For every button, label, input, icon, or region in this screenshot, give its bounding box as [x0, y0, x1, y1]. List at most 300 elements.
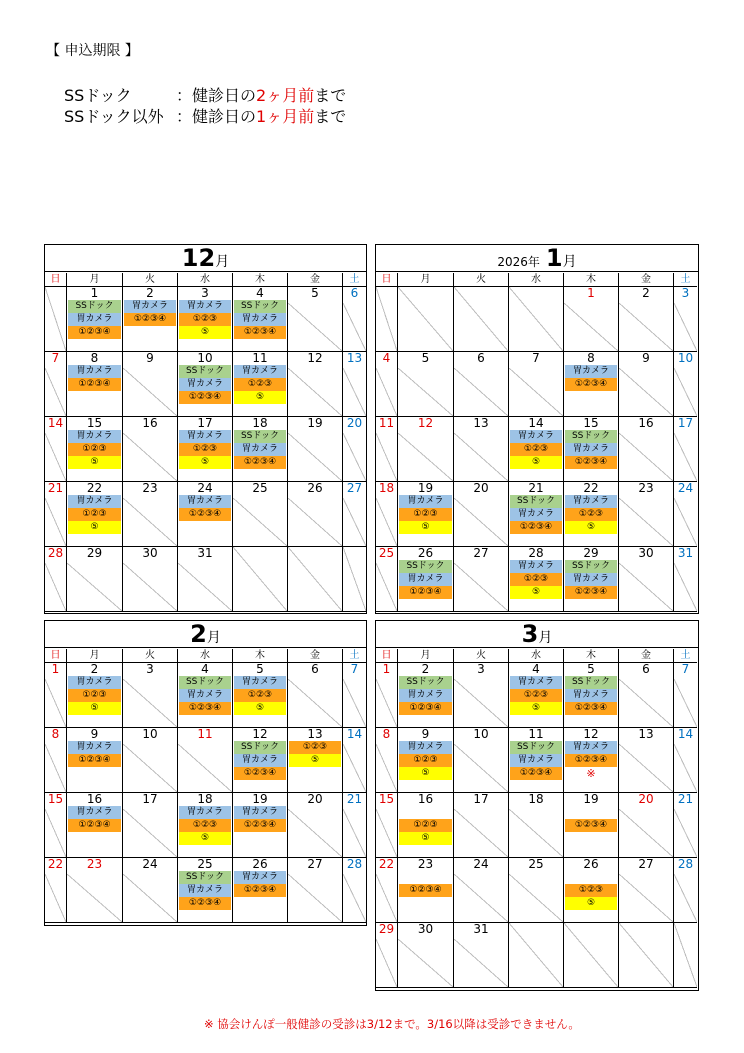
day-number: 22 [583, 482, 599, 495]
day-events [67, 741, 122, 767]
day-events [67, 806, 122, 832]
slot-badge: ①②③ [234, 378, 286, 391]
day-number: 11 [197, 728, 213, 741]
slot-badge: ①②③ [179, 443, 231, 456]
slot-badge: ①②③④ [399, 702, 452, 715]
slot-5-badge: ⑤ [565, 521, 617, 534]
day-number: 25 [378, 547, 395, 560]
slot-5-badge: ⑤ [179, 456, 231, 469]
day-cell [178, 482, 233, 547]
day-events [67, 495, 122, 534]
day-events [233, 430, 287, 469]
weekday-header: 土 [343, 273, 366, 287]
day-events [233, 741, 287, 780]
day-cell [398, 728, 454, 793]
day-cell [619, 417, 674, 482]
weekday-header: 火 [454, 649, 509, 663]
day-cell [288, 287, 343, 352]
day-cell [343, 858, 366, 923]
gastrocamera-badge: 胃カメラ [510, 754, 562, 767]
slot-badge: ①②③④ [234, 326, 286, 339]
day-number: 4 [256, 287, 264, 300]
day-cell [45, 547, 67, 612]
day-number: 6 [642, 663, 650, 676]
day-events [67, 676, 122, 715]
day-number: 24 [473, 858, 489, 871]
day-cell [398, 482, 454, 547]
day-number: 7 [532, 352, 540, 365]
day-number: 1 [587, 287, 595, 300]
month-suffix: 月 [562, 254, 577, 270]
day-cell [509, 728, 564, 793]
day-cell [564, 482, 619, 547]
day-number: 9 [90, 728, 99, 741]
day-number: 28 [528, 547, 544, 560]
day-cell [619, 728, 674, 793]
weekday-header: 火 [123, 273, 178, 287]
footer-note: ※ 協会けんぽ一般健診の受診は3/12まで。3/16以降は受診できません。 [204, 1017, 580, 1031]
blank-cell [509, 923, 564, 988]
weekday-header: 火 [123, 649, 178, 663]
day-cell [343, 287, 366, 352]
blank-cell [674, 923, 697, 988]
slot-5-badge: ⑤ [179, 326, 231, 339]
day-number: 7 [350, 663, 359, 676]
month-header [376, 245, 698, 272]
day-cell [454, 352, 509, 417]
slot-badge: ①②③ [234, 689, 286, 702]
day-number: 20 [346, 417, 363, 430]
gastrocamera-badge: 胃カメラ [510, 508, 562, 521]
day-cell [178, 417, 233, 482]
weekday-header: 木 [564, 649, 619, 663]
day-events [178, 871, 232, 910]
slot-5-badge: ⑤ [399, 832, 452, 845]
slot-5-badge: ⑤ [68, 456, 121, 469]
slot-badge: ①②③ [565, 884, 617, 897]
deadline-prefix: ：健診日の [176, 86, 257, 105]
gastrocamera-badge: 胃カメラ [565, 573, 617, 586]
day-number: 8 [90, 352, 99, 365]
blank-cell [288, 547, 343, 612]
day-number: 26 [417, 547, 434, 560]
deadline-period: 1ヶ月前 [256, 107, 315, 126]
day-cell [376, 352, 398, 417]
gastrocamera-badge: 胃カメラ [234, 676, 286, 689]
day-events [509, 430, 563, 469]
day-cell [233, 482, 288, 547]
spacer [565, 871, 617, 884]
day-number: 23 [638, 482, 654, 495]
slot-badge: ①②③④ [68, 326, 121, 339]
day-cell [67, 547, 123, 612]
day-events [178, 300, 232, 339]
day-cell [288, 793, 343, 858]
slot-badge: ①②③④ [124, 313, 176, 326]
weekday-header: 日 [45, 273, 67, 287]
day-cell [67, 352, 123, 417]
slot-badge: ①②③④ [68, 754, 121, 767]
day-number: 29 [583, 547, 599, 560]
blank-cell [343, 547, 366, 612]
weekday-header: 日 [376, 649, 398, 663]
slot-badge: ①②③④ [565, 586, 617, 599]
day-number: 28 [47, 547, 64, 560]
day-events [178, 676, 232, 715]
gastrocamera-badge: 胃カメラ [68, 365, 121, 378]
ss-dock-badge: SSドック [179, 871, 231, 884]
ss-dock-badge: SSドック [234, 430, 286, 443]
day-cell [509, 547, 564, 612]
day-cell [564, 352, 619, 417]
day-number: 9 [421, 728, 430, 741]
day-cell [343, 417, 366, 482]
month-number: 12 [181, 244, 216, 272]
day-number: 2 [642, 287, 650, 300]
day-cell [343, 793, 366, 858]
weekday-header: 火 [454, 273, 509, 287]
day-cell [45, 793, 67, 858]
weekday-header: 日 [376, 273, 398, 287]
gastrocamera-badge: 胃カメラ [565, 689, 617, 702]
weekday-header: 金 [619, 649, 674, 663]
day-cell [123, 287, 178, 352]
day-cell [376, 482, 398, 547]
day-number: 30 [417, 923, 434, 936]
day-number: 3 [477, 663, 485, 676]
day-cell [564, 417, 619, 482]
day-cell [45, 482, 67, 547]
day-cell [564, 793, 619, 858]
day-cell [398, 793, 454, 858]
weekday-header: 水 [178, 649, 233, 663]
gastrocamera-badge: 胃カメラ [234, 754, 286, 767]
slot-badge: ①②③④ [565, 819, 617, 832]
blank-cell [454, 287, 509, 352]
ss-dock-badge: SSドック [179, 365, 231, 378]
slot-badge: ①②③④ [68, 819, 121, 832]
day-events [509, 741, 563, 780]
day-cell [376, 923, 398, 988]
blank-cell [233, 547, 288, 612]
day-number: 22 [47, 858, 64, 871]
day-number: 28 [677, 858, 694, 871]
gastrocamera-badge: 胃カメラ [234, 443, 286, 456]
day-cell [178, 728, 233, 793]
day-number: 13 [307, 728, 323, 741]
day-events [564, 806, 618, 832]
slot-badge: ①②③ [399, 508, 452, 521]
day-number: 3 [681, 287, 690, 300]
day-cell [509, 858, 564, 923]
day-cell [674, 858, 697, 923]
weekday-header: 水 [178, 273, 233, 287]
weekday-header: 月 [67, 273, 123, 287]
day-events [398, 676, 453, 715]
day-events [564, 430, 618, 469]
day-cell [67, 417, 123, 482]
slot-badge: ①②③④ [234, 819, 286, 832]
day-cell [398, 547, 454, 612]
day-cell [67, 663, 123, 728]
day-cell [67, 287, 123, 352]
day-number: 23 [417, 858, 434, 871]
day-cell [67, 728, 123, 793]
day-cell [123, 728, 178, 793]
day-number: 1 [382, 663, 391, 676]
day-cell [454, 663, 509, 728]
day-number: 4 [382, 352, 391, 365]
day-cell [674, 547, 697, 612]
weekday-header: 木 [564, 273, 619, 287]
day-events [398, 495, 453, 534]
day-number: 10 [473, 728, 489, 741]
slot-badge: ①②③④ [234, 767, 286, 780]
day-events [398, 741, 453, 780]
slot-5-badge: ⑤ [510, 586, 562, 599]
day-events [178, 365, 232, 404]
day-number: 19 [252, 793, 268, 806]
weekday-header: 水 [509, 649, 564, 663]
day-cell [45, 858, 67, 923]
day-number: 9 [642, 352, 650, 365]
day-events [67, 365, 122, 391]
day-number: 30 [638, 547, 654, 560]
day-cell [619, 352, 674, 417]
month-header [376, 621, 698, 648]
slot-5-badge: ⑤ [234, 391, 286, 404]
day-number: 10 [677, 352, 694, 365]
weekday-header: 土 [674, 649, 697, 663]
slot-5-badge: ⑤ [510, 702, 562, 715]
day-number: 20 [473, 482, 489, 495]
day-number: 5 [421, 352, 430, 365]
day-number: 4 [201, 663, 209, 676]
gastrocamera-badge: 胃カメラ [234, 806, 286, 819]
day-cell [376, 663, 398, 728]
gastrocamera-badge: 胃カメラ [234, 871, 286, 884]
day-number: 2 [90, 663, 99, 676]
slot-badge: ①②③④ [234, 456, 286, 469]
slot-badge: ①②③④ [565, 702, 617, 715]
ss-dock-badge: SSドック [68, 300, 121, 313]
day-cell [619, 793, 674, 858]
day-number: 6 [350, 287, 359, 300]
day-cell [288, 858, 343, 923]
ss-dock-badge: SSドック [510, 741, 562, 754]
ss-dock-badge: SSドック [565, 676, 617, 689]
day-number: 2 [421, 663, 430, 676]
day-events [564, 365, 618, 391]
deadline-prefix: ：健診日の [176, 107, 257, 126]
day-number: 21 [346, 793, 363, 806]
day-number: 27 [307, 858, 323, 871]
day-cell [67, 793, 123, 858]
calendar-january [375, 244, 699, 614]
day-number: 3 [146, 663, 154, 676]
day-number: 24 [197, 482, 213, 495]
gastrocamera-badge: 胃カメラ [510, 676, 562, 689]
day-number: 8 [587, 352, 595, 365]
day-events [509, 495, 563, 534]
slot-badge: ①②③④ [179, 702, 231, 715]
gastrocamera-badge: 胃カメラ [179, 378, 231, 391]
day-number: 23 [86, 858, 103, 871]
day-number: 21 [677, 793, 694, 806]
month-number: 3 [521, 620, 539, 648]
month-number: 2 [190, 620, 207, 648]
day-cell [619, 663, 674, 728]
slot-badge: ①②③④ [399, 884, 452, 897]
day-cell [343, 728, 366, 793]
day-events [509, 676, 563, 715]
slot-badge: ①②③ [68, 508, 121, 521]
weekday-header: 水 [509, 273, 564, 287]
day-cell [398, 923, 454, 988]
day-number: 4 [532, 663, 540, 676]
day-number: 11 [252, 352, 268, 365]
gastrocamera-badge: 胃カメラ [399, 689, 452, 702]
calendar-march [375, 620, 699, 991]
day-number: 29 [86, 547, 103, 560]
day-number: 12 [417, 417, 434, 430]
day-cell [376, 728, 398, 793]
slot-badge: ①②③ [510, 689, 562, 702]
slot-badge: ①②③ [565, 508, 617, 521]
gastrocamera-badge: 胃カメラ [510, 560, 562, 573]
deadline-category: SSドック [64, 86, 132, 105]
weekday-header: 土 [343, 649, 366, 663]
day-cell [454, 482, 509, 547]
slot-badge: ①②③ [399, 819, 452, 832]
day-number: 15 [378, 793, 395, 806]
day-number: 18 [197, 793, 213, 806]
gastrocamera-badge: 胃カメラ [179, 300, 231, 313]
day-cell [178, 663, 233, 728]
deadline-row-ss-dock [64, 83, 346, 106]
gastrocamera-badge: 胃カメラ [234, 313, 286, 326]
day-number: 25 [252, 482, 268, 495]
day-cell [288, 663, 343, 728]
slot-5-badge: ⑤ [68, 521, 121, 534]
day-number: 12 [307, 352, 323, 365]
day-cell [288, 728, 343, 793]
note-mark: ※ [586, 767, 596, 780]
slot-badge: ①②③④ [565, 754, 617, 767]
day-cell [564, 287, 619, 352]
day-number: 19 [417, 482, 434, 495]
day-cell [674, 793, 697, 858]
day-cell [454, 728, 509, 793]
day-cell [178, 793, 233, 858]
calendar-december [44, 244, 367, 614]
ss-dock-badge: SSドック [234, 741, 286, 754]
month-suffix: 月 [206, 630, 221, 646]
day-events [233, 871, 287, 897]
day-events [233, 300, 287, 339]
blank-cell [509, 287, 564, 352]
year-label: 2026年 [497, 255, 540, 269]
day-number: 17 [473, 793, 489, 806]
day-number: 1 [90, 287, 99, 300]
day-number: 26 [252, 858, 268, 871]
day-number: 24 [142, 858, 158, 871]
day-number: 29 [378, 923, 395, 936]
day-number: 19 [583, 793, 599, 806]
slot-badge: ①②③④ [510, 767, 562, 780]
gastrocamera-badge: 胃カメラ [179, 689, 231, 702]
gastrocamera-badge: 胃カメラ [565, 443, 617, 456]
day-number: 28 [346, 858, 363, 871]
ss-dock-badge: SSドック [565, 560, 617, 573]
gastrocamera-badge: 胃カメラ [399, 741, 452, 754]
day-cell [343, 352, 366, 417]
day-number: 21 [528, 482, 544, 495]
day-number: 6 [477, 352, 485, 365]
month-suffix: 月 [215, 254, 230, 270]
gastrocamera-badge: 胃カメラ [179, 806, 231, 819]
day-events [178, 495, 232, 521]
day-number: 5 [311, 287, 319, 300]
day-cell [233, 728, 288, 793]
day-cell [376, 858, 398, 923]
calendar-grid [45, 273, 366, 612]
month-number: 1 [545, 244, 563, 272]
day-cell [123, 858, 178, 923]
day-cell [564, 858, 619, 923]
day-cell [123, 547, 178, 612]
day-events [67, 430, 122, 469]
ss-dock-badge: SSドック [234, 300, 286, 313]
weekday-header: 金 [619, 273, 674, 287]
day-cell [233, 663, 288, 728]
gastrocamera-badge: 胃カメラ [68, 676, 121, 689]
day-number: 27 [346, 482, 363, 495]
day-cell [123, 352, 178, 417]
gastrocamera-badge: 胃カメラ [399, 573, 452, 586]
day-events [233, 676, 287, 715]
weekday-header: 木 [233, 649, 288, 663]
day-cell [45, 663, 67, 728]
day-number: 11 [378, 417, 395, 430]
day-cell [288, 482, 343, 547]
gastrocamera-badge: 胃カメラ [124, 300, 176, 313]
day-cell [674, 417, 697, 482]
day-cell [123, 663, 178, 728]
day-number: 22 [86, 482, 103, 495]
slot-5-badge: ⑤ [399, 767, 452, 780]
day-number: 15 [47, 793, 64, 806]
day-number: 9 [146, 352, 154, 365]
day-cell [67, 482, 123, 547]
day-cell [674, 663, 697, 728]
day-number: 2 [146, 287, 154, 300]
day-events [564, 676, 618, 715]
deadline-category: SSドック以外 [64, 107, 164, 126]
day-cell [619, 482, 674, 547]
day-cell [509, 482, 564, 547]
slot-badge: ①②③ [510, 573, 562, 586]
day-events [509, 560, 563, 599]
deadline-row-other [64, 104, 346, 127]
day-number: 5 [256, 663, 264, 676]
day-events [398, 806, 453, 845]
ss-dock-badge: SSドック [510, 495, 562, 508]
blank-cell [45, 287, 67, 352]
day-number: 18 [528, 793, 544, 806]
day-number: 17 [197, 417, 213, 430]
slot-badge: ①②③④ [399, 586, 452, 599]
